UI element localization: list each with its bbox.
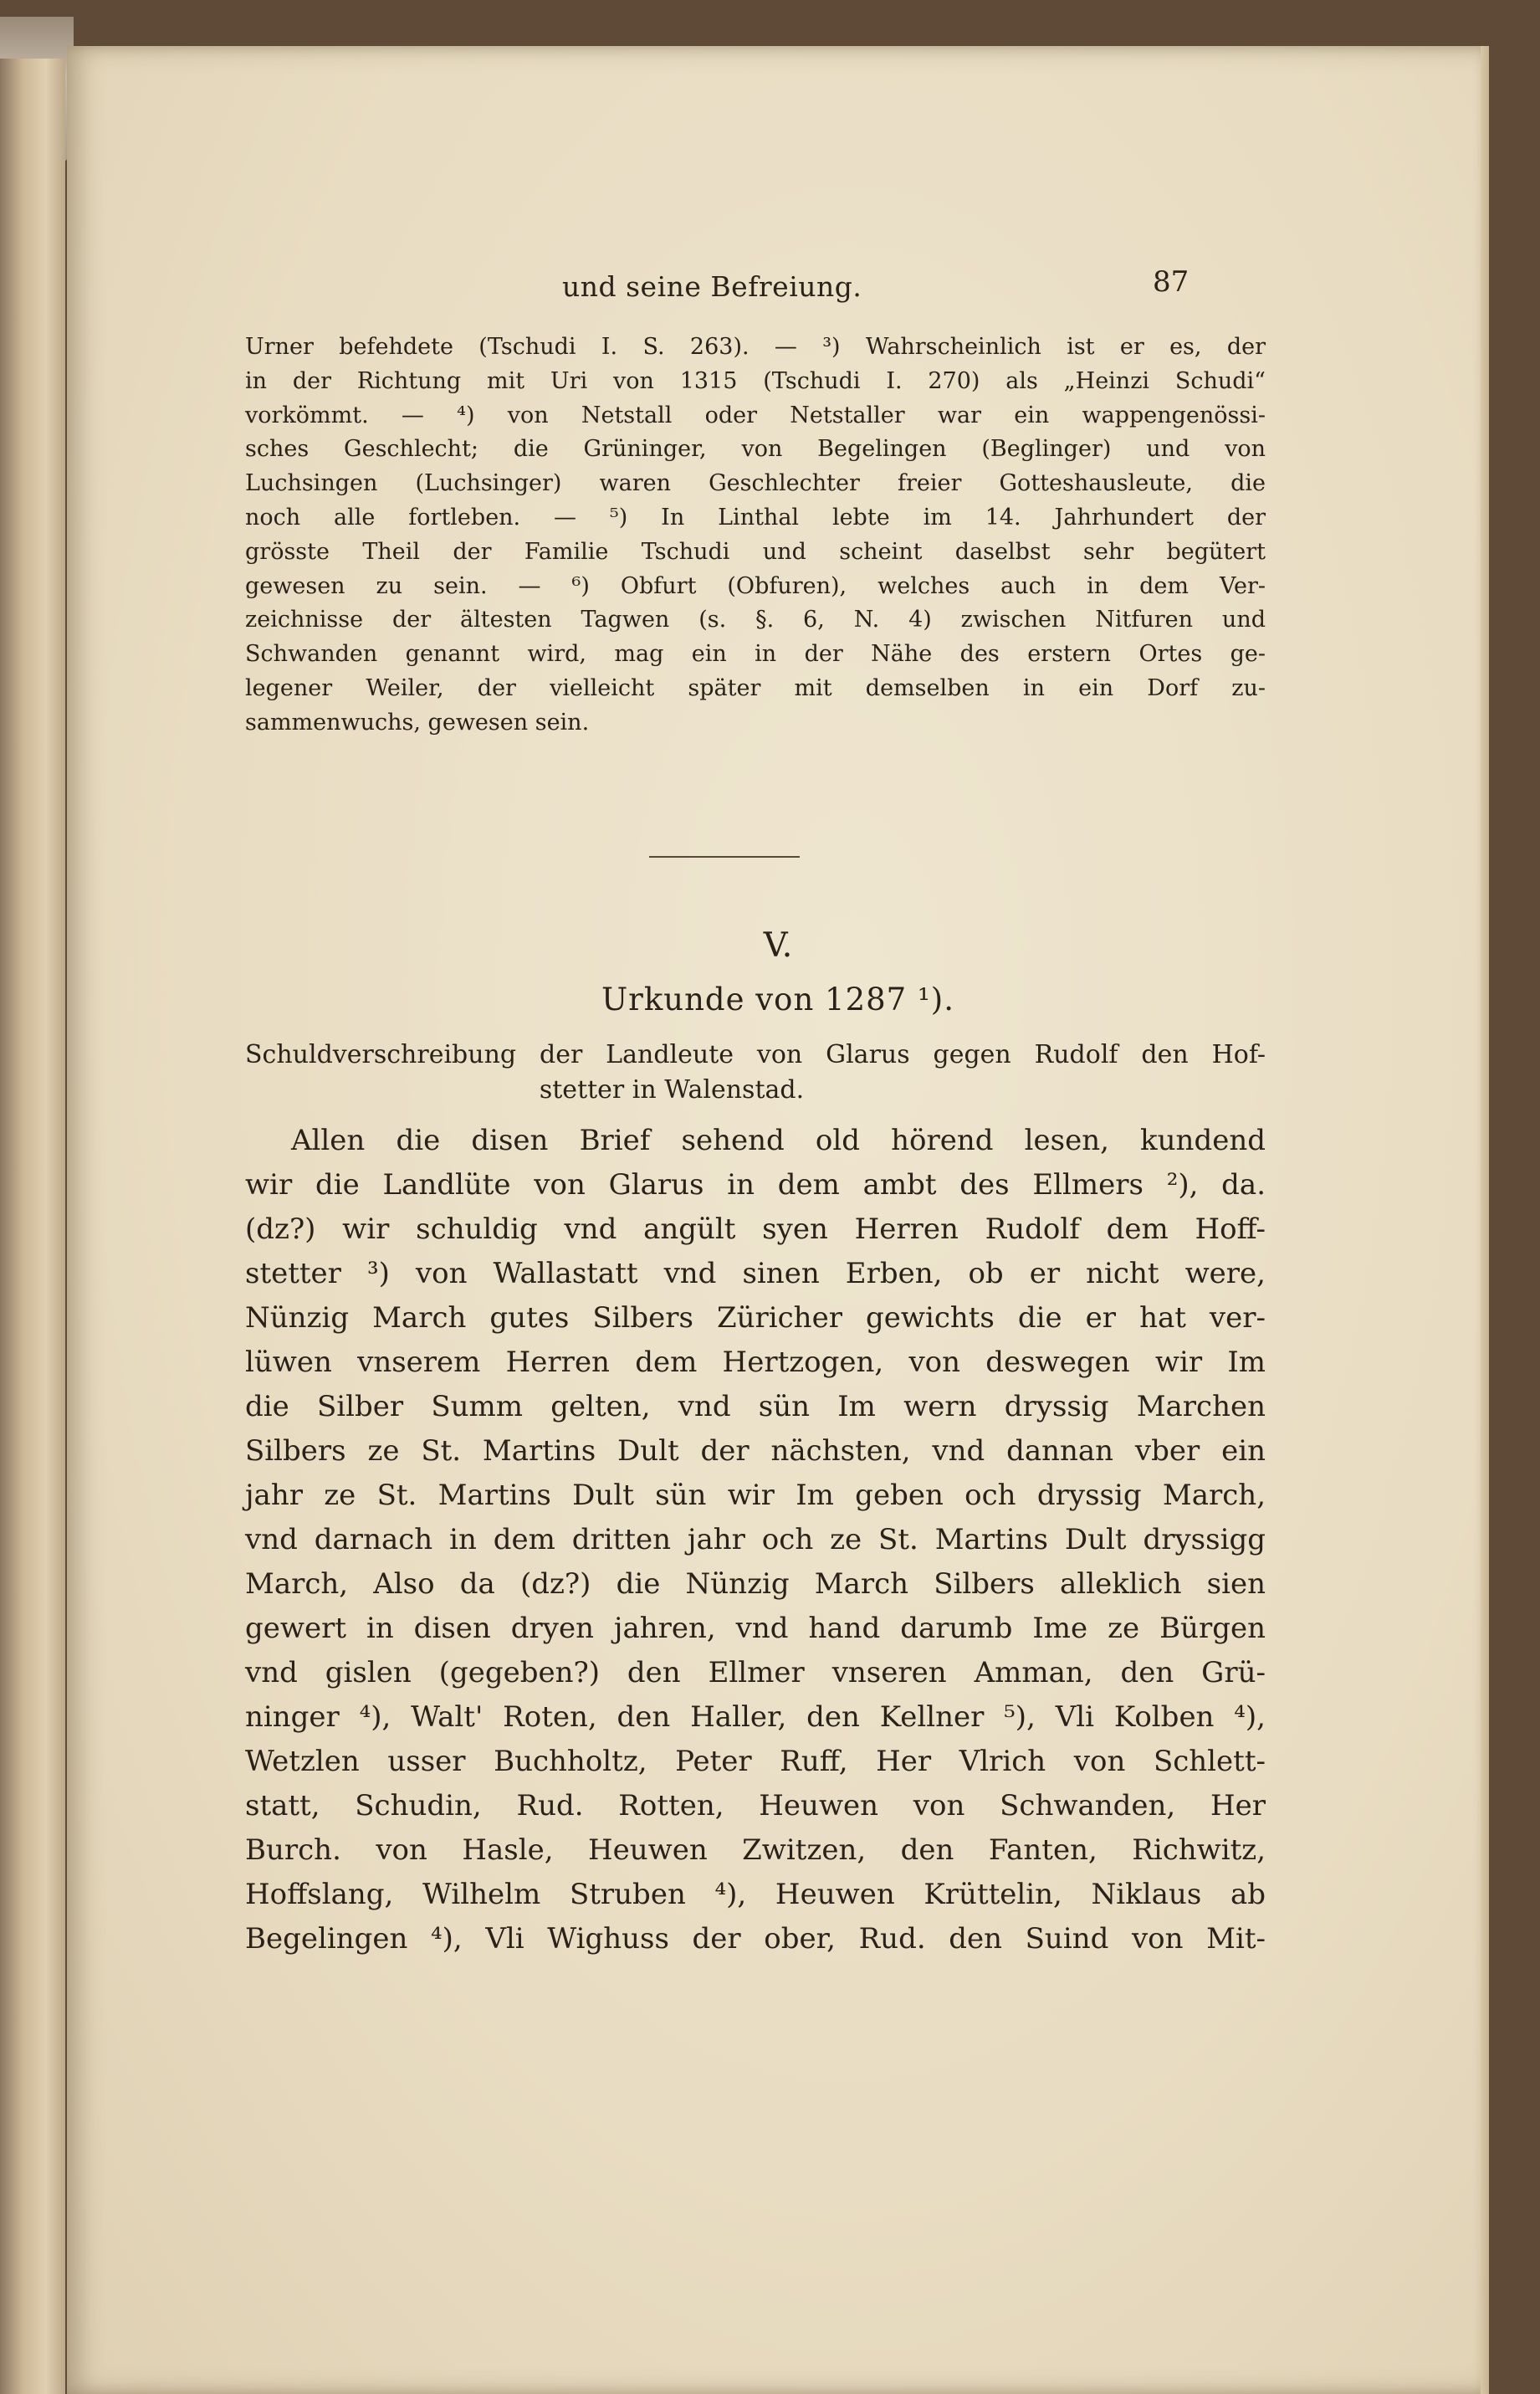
document-body [245, 1119, 1266, 1961]
footnote-line: legener Weiler, der vielleicht später mit demselben in ein Dorf zu- [245, 674, 1266, 701]
footnote-line: gewesen zu sein. — ⁶) Obfurt (Obfuren), welches auch in dem Ver- [245, 572, 1266, 599]
facing-page-edge [0, 59, 65, 2394]
body-line: Burch. von Hasle, Heuwen Zwitzen, den Fanten, Richwitz, [245, 1833, 1266, 1867]
page-edge [1481, 46, 1489, 2394]
section-divider [649, 856, 800, 858]
body-line: ninger ⁴), Walt' Roten, den Haller, den Kellner ⁵), Vli Kolben ⁴), [245, 1700, 1266, 1734]
section-title: Urkunde von 1287 ¹). [601, 982, 954, 1018]
running-title: und seine Befreiung. [562, 270, 862, 303]
footnote-line: Urner befehdete (Tschudi I. S. 263). — ³) Wahrscheinlich ist er es, der [245, 334, 1266, 360]
body-line: jahr ze St. Martins Dult sün wir Im geben och dryssig March, [245, 1479, 1266, 1512]
body-line: die Silber Summ gelten, vnd sün Im wern dryssig Marchen [245, 1390, 1266, 1423]
body-line: wir die Landlüte von Glarus in dem ambt des Ellmers ²), da. [245, 1168, 1266, 1202]
body-line: stetter ³) von Wallastatt vnd sinen Erben, ob er nicht were, [245, 1257, 1266, 1290]
page-number: 87 [1153, 265, 1190, 299]
body-line: (dz?) wir schuldig vnd angült syen Herren Rudolf dem Hoff- [245, 1212, 1266, 1246]
footnote-line: Luchsingen (Luchsinger) waren Geschlechter freier Gotteshausleute, die [245, 470, 1266, 497]
body-line: Hoffslang, Wilhelm Struben ⁴), Heuwen Krüttelin, Niklaus ab [245, 1878, 1266, 1911]
body-line: vnd darnach in dem dritten jahr och ze St. Martins Dult dryssigg [245, 1523, 1266, 1556]
body-line: Silbers ze St. Martins Dult der nächsten, vnd dannan vber ein [245, 1434, 1266, 1468]
footnote-line: Schwanden genannt wird, mag ein in der Nähe des erstern Ortes ge- [245, 641, 1266, 668]
body-line: Wetzlen usser Buchholtz, Peter Ruff, Her Vlrich von Schlett- [245, 1745, 1266, 1778]
section-subtitle [245, 1038, 1266, 1108]
footnote-line: zeichnisse der ältesten Tagwen (s. §. 6, N. 4) zwischen Nitfuren und [245, 607, 1266, 633]
footnotes [245, 331, 1266, 741]
body-line: Nünzig March gutes Silbers Züricher gewichts die er hat ver- [245, 1301, 1266, 1335]
footnote-line: grösste Theil der Familie Tschudi und scheint daselbst sehr begütert [245, 538, 1266, 565]
running-head [67, 265, 1489, 320]
footnote-line: in der Richtung mit Uri von 1315 (Tschudi I. 270) als „Heinzi Schudi“ [245, 367, 1266, 394]
footnote-line: vorkömmt. — ⁴) von Netstall oder Netstaller war ein wappengenössi- [245, 402, 1266, 428]
footnote-line: sches Geschlecht; die Grüninger, von Begelingen (Beglinger) und von [245, 436, 1266, 463]
subtitle-line: stetter in Walenstad. [539, 1075, 805, 1105]
book-page [67, 46, 1489, 2394]
body-line: Allen die disen Brief sehend old hörend lesen, kundend [291, 1124, 1266, 1157]
body-line: vnd gislen (gegeben?) den Ellmer vnseren Amman, den Grü- [245, 1656, 1266, 1689]
body-line: March, Also da (dz?) die Nünzig March Silbers alleklich sien [245, 1567, 1266, 1601]
subtitle-line: Schuldverschreibung der Landleute von Glarus gegen Rudolf den Hof- [245, 1040, 1266, 1069]
body-line: statt, Schudin, Rud. Rotten, Heuwen von Schwanden, Her [245, 1789, 1266, 1822]
footnote-line: noch alle fortleben. — ⁵) In Linthal lebte im 14. Jahrhundert der [245, 504, 1266, 531]
body-line: Begelingen ⁴), Vli Wighuss der ober, Rud. den Suind von Mit- [245, 1922, 1266, 1956]
footnote-line: sammenwuchs, gewesen sein. [245, 709, 590, 736]
body-line: lüwen vnserem Herren dem Hertzogen, von deswegen wir Im [245, 1346, 1266, 1379]
section-number: V. [763, 926, 793, 965]
body-line: gewert in disen dryen jahren, vnd hand darumb Ime ze Bürgen [245, 1612, 1266, 1645]
